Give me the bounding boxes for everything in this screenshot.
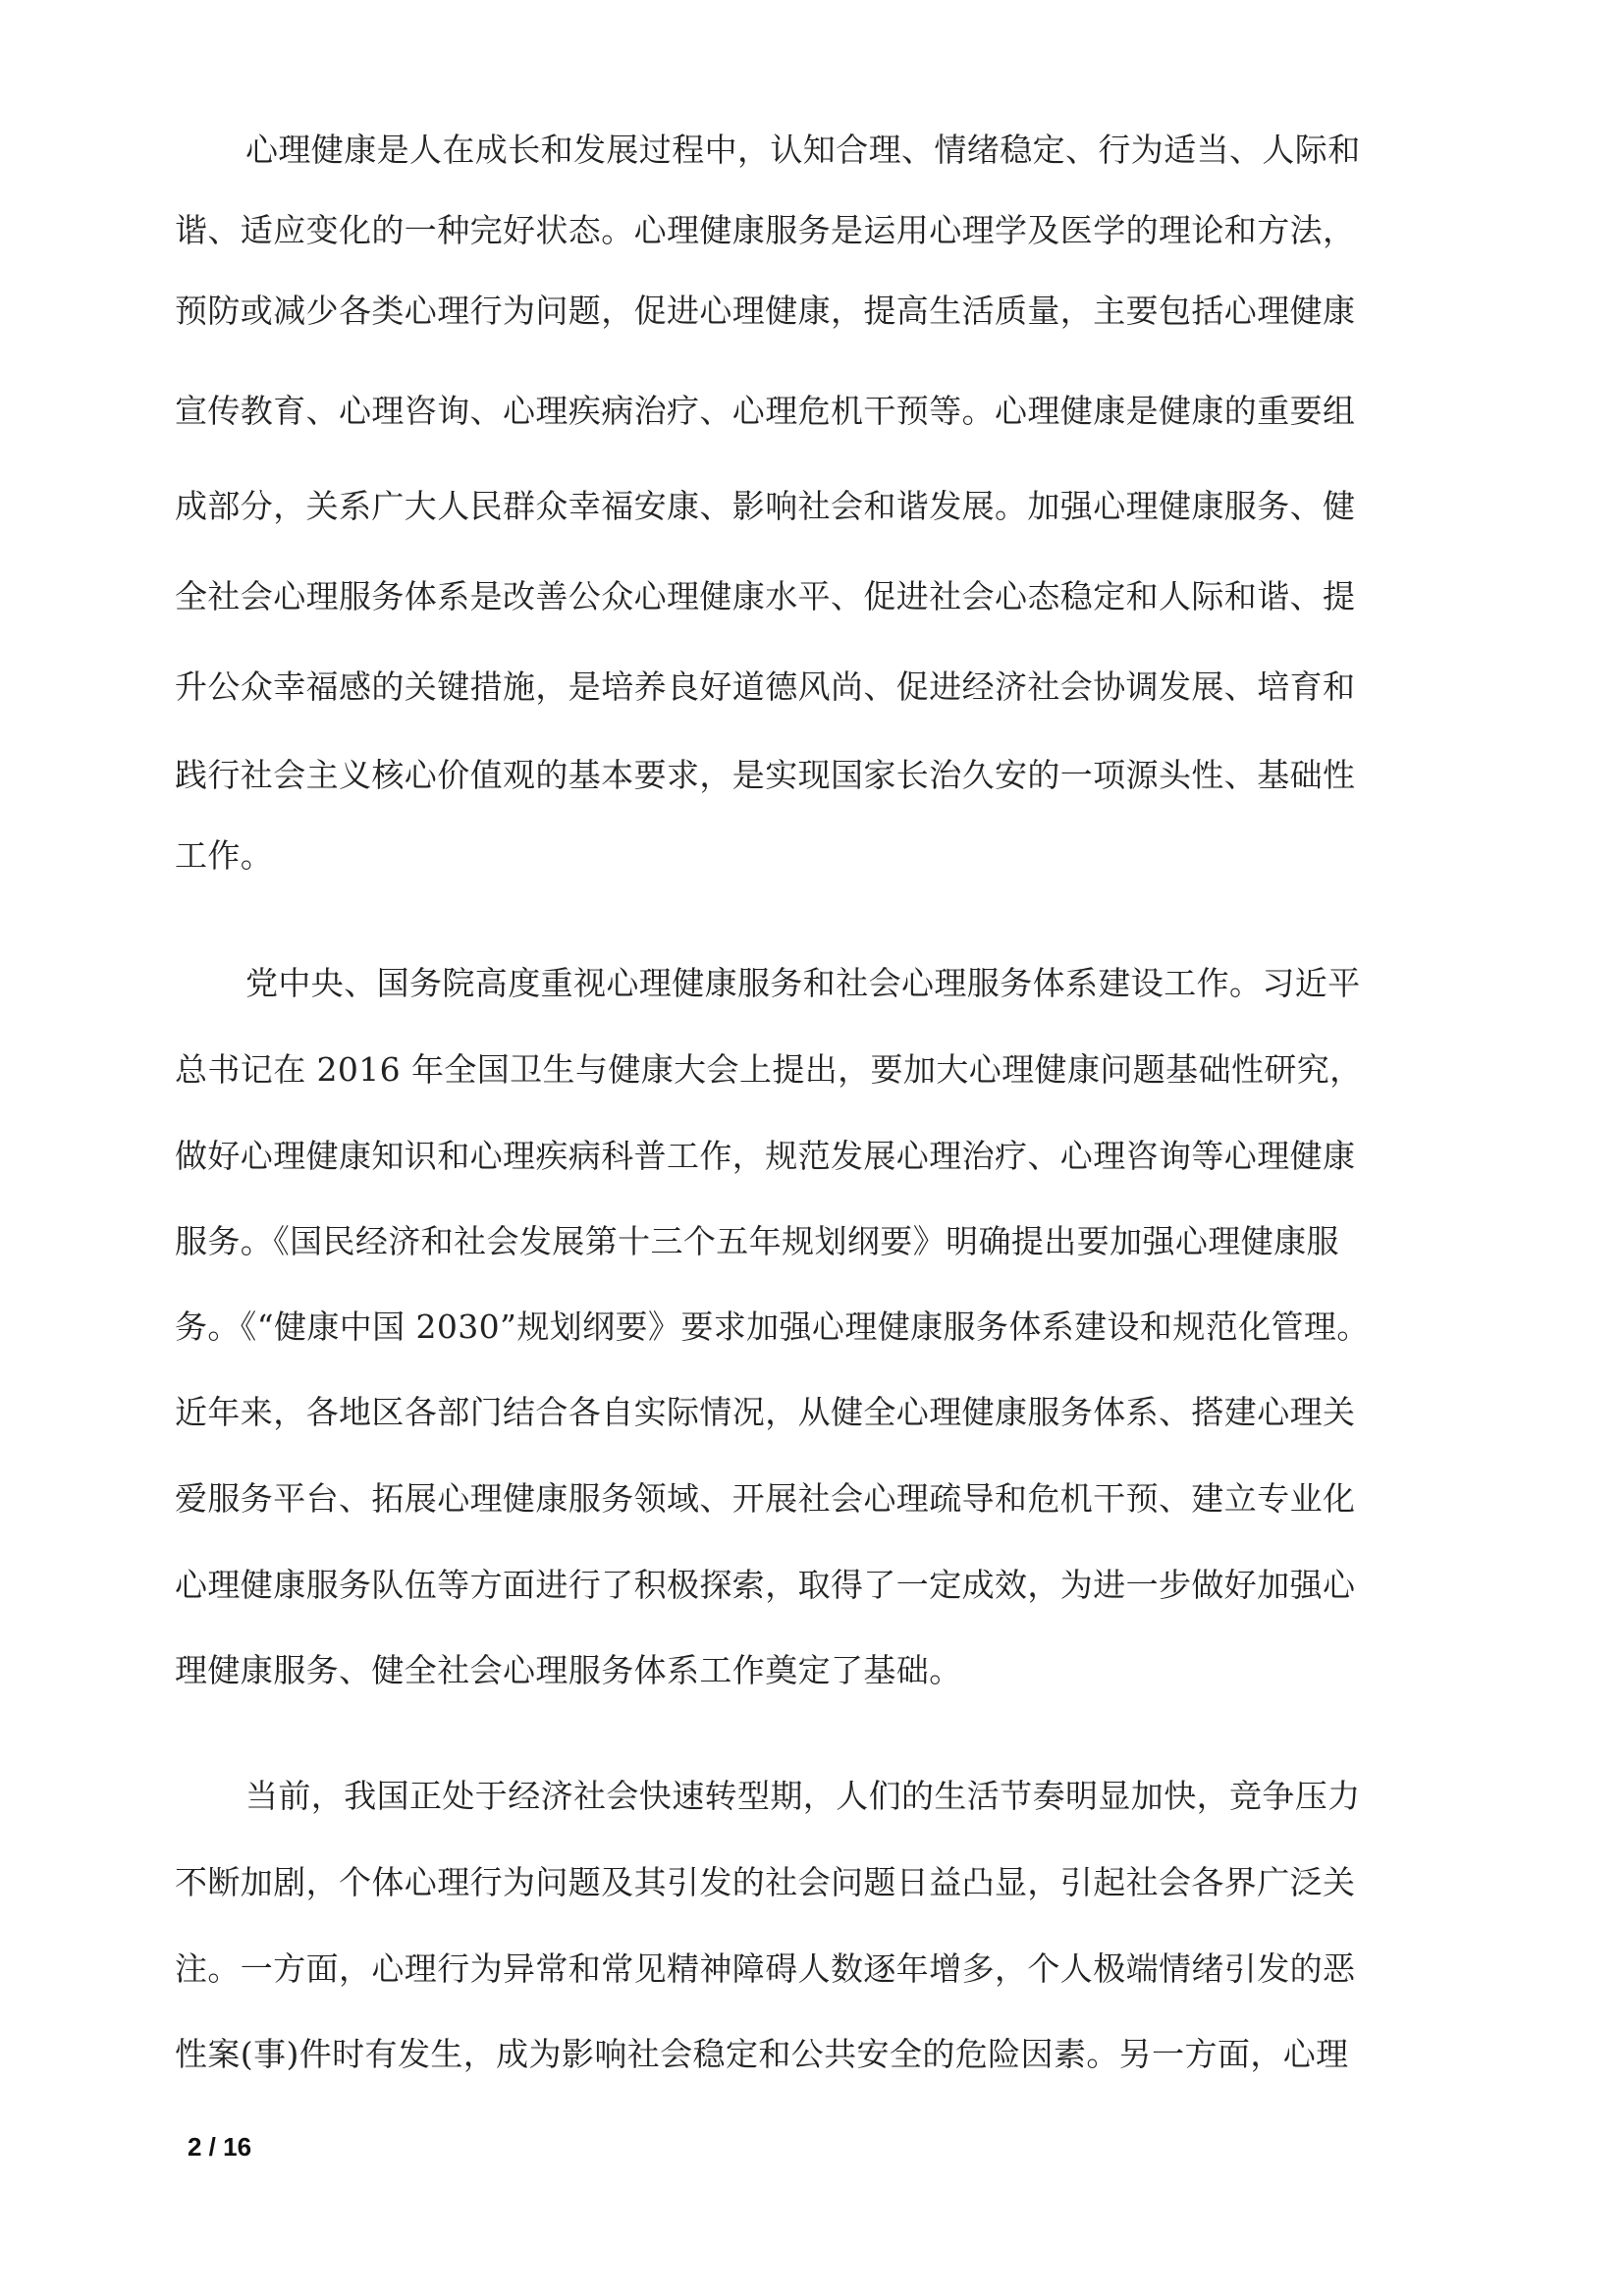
paragraph-1-line-5: 成部分，关系广大人民群众幸福安康、影响社会和谐发展。加强心理健康服务、健 xyxy=(175,487,1356,525)
paragraph-2-line-1: 党中央、国务院高度重视心理健康服务和社会心理服务体系建设工作。习近平 xyxy=(245,964,1361,1002)
paragraph-1-line-1: 心理健康是人在成长和发展过程中，认知合理、情绪稳定、行为适当、人际和 xyxy=(245,131,1361,169)
paragraph-1-line-4: 宣传教育、心理咨询、心理疾病治疗、心理危机干预等。心理健康是健康的重要组 xyxy=(175,392,1356,430)
paragraph-1-line-8: 践行社会主义核心价值观的基本要求，是实现国家长治久安的一项源头性、基础性 xyxy=(175,756,1356,794)
paragraph-1-line-9: 工作。 xyxy=(175,836,274,875)
paragraph-3-line-1: 当前，我国正处于经济社会快速转型期，人们的生活节奏明显加快，竞争压力 xyxy=(245,1777,1361,1815)
paragraph-1-line-7: 升公众幸福感的关键措施，是培养良好道德风尚、促进经济社会协调发展、培育和 xyxy=(175,667,1356,706)
paragraph-1-line-2: 谐、适应变化的一种完好状态。心理健康服务是运用心理学及医学的理论和方法， xyxy=(175,211,1356,249)
paragraph-2-line-7: 爱服务平台、拓展心理健康服务领域、开展社会心理疏导和危机干预、建立专业化 xyxy=(175,1479,1356,1518)
paragraph-2-line-6: 近年来，各地区各部门结合各自实际情况，从健全心理健康服务体系、搭建心理关 xyxy=(175,1393,1356,1431)
paragraph-3-line-2: 不断加剧，个体心理行为问题及其引发的社会问题日益凸显，引起社会各界广泛关 xyxy=(175,1863,1356,1901)
paragraph-1-line-3: 预防或减少各类心理行为问题，促进心理健康，提高生活质量，主要包括心理健康 xyxy=(175,292,1356,330)
paragraph-2-line-2: 总书记在 2016 年全国卫生与健康大会上提出，要加大心理健康问题基础性研究， xyxy=(175,1050,1363,1089)
paragraph-3-line-3: 注。一方面，心理行为异常和常见精神障碍人数逐年增多，个人极端情绪引发的恶 xyxy=(175,1949,1356,1988)
paragraph-2-line-9: 理健康服务、健全社会心理服务体系工作奠定了基础。 xyxy=(175,1651,962,1689)
paragraph-2-line-5: 务。《“健康中国 2030”规划纲要》要求加强心理健康服务体系建设和规范化管理。 xyxy=(175,1308,1370,1346)
page-number: 2 / 16 xyxy=(188,2132,252,2162)
paragraph-2-line-8: 心理健康服务队伍等方面进行了积极探索，取得了一定成效，为进一步做好加强心 xyxy=(175,1566,1356,1604)
paragraph-2-line-3: 做好心理健康知识和心理疾病科普工作，规范发展心理治疗、心理咨询等心理健康 xyxy=(175,1137,1356,1175)
paragraph-3-line-4: 性案(事)件时有发生，成为影响社会稳定和公共安全的危险因素。另一方面，心理 xyxy=(175,2035,1349,2073)
paragraph-2-line-4: 服务。《国民经济和社会发展第十三个五年规划纲要》明确提出要加强心理健康服 xyxy=(175,1222,1339,1260)
paragraph-1-line-6: 全社会心理服务体系是改善公众心理健康水平、促进社会心态稳定和人际和谐、提 xyxy=(175,577,1356,615)
